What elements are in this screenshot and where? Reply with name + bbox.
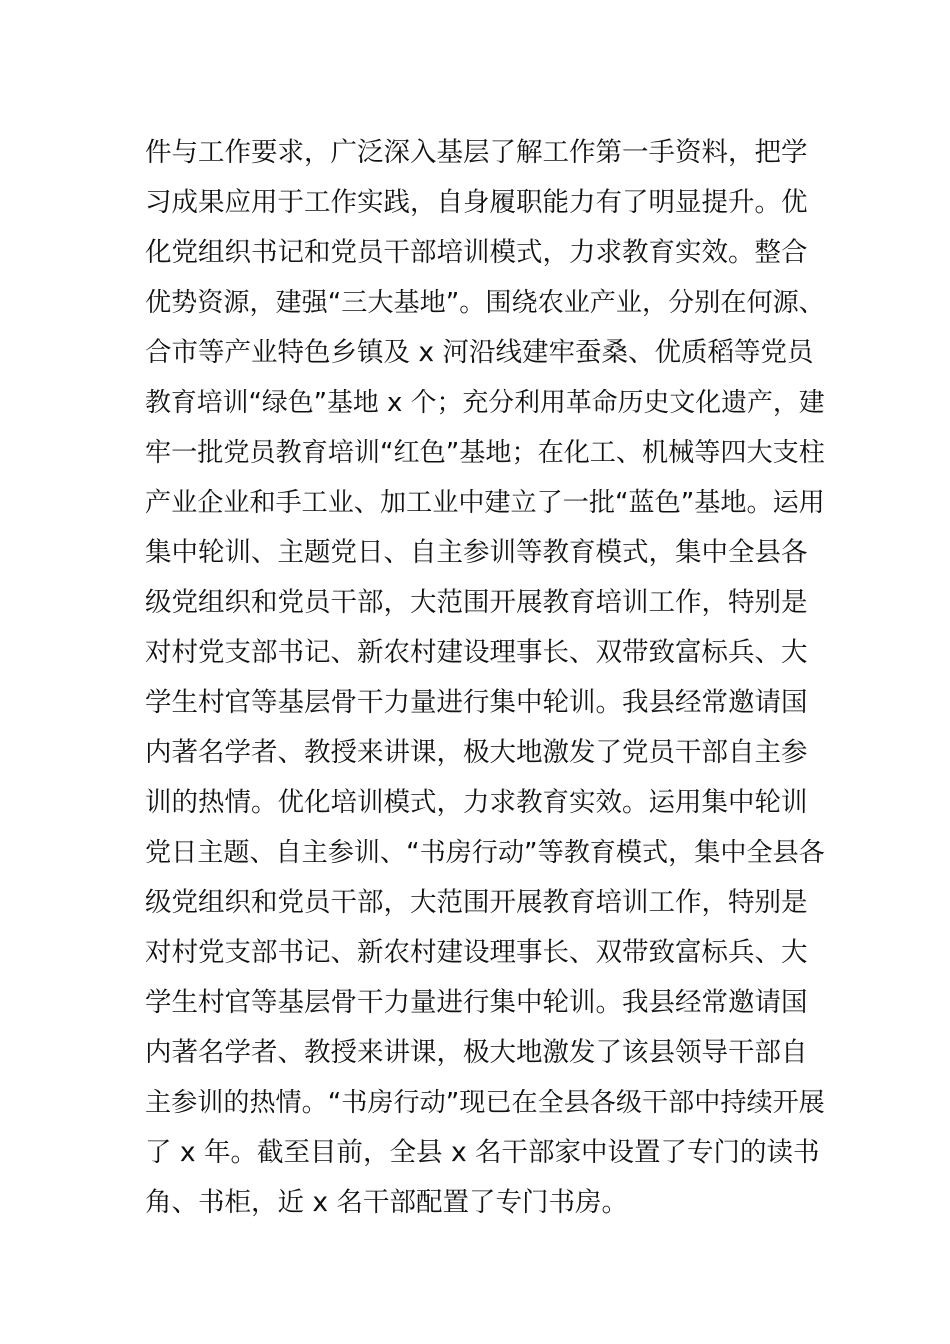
paragraph-line: 主参训的热情。“书房行动”现已在全县各级干部中持续开展 (145, 1088, 825, 1118)
paragraph-line: 教育培训“绿色”基地 x 个；充分利用革命历史文化遗产，建 (145, 388, 825, 418)
paragraph-line: 级党组织和党员干部，大范围开展教育培训工作，特别是 (145, 887, 808, 918)
paragraph-line: 习成果应用于工作实践，自身履职能力有了明显提升。优 (145, 187, 808, 218)
paragraph-line: 内著名学者、教授来讲课，极大地激发了该县领导干部自 (145, 1037, 808, 1068)
paragraph-line: 牢一批党员教育培训“红色”基地；在化工、机械等四大支柱 (145, 438, 825, 468)
body-paragraph (145, 128, 825, 1228)
paragraph-line: 对村党支部书记、新农村建设理事长、双带致富标兵、大 (145, 937, 808, 968)
paragraph-line: 学生村官等基层骨干力量进行集中轮训。我县经常邀请国 (145, 687, 808, 718)
paragraph-line: 角、书柜，近 x 名干部配置了专门书房。 (145, 1187, 629, 1218)
paragraph-line: 件与工作要求，广泛深入基层了解工作第一手资料，把学 (145, 137, 808, 168)
paragraph-line: 内著名学者、教授来讲课，极大地激发了党员干部自主参 (145, 737, 808, 768)
paragraph-line: 化党组织书记和党员干部培训模式，力求教育实效。整合 (145, 237, 808, 268)
paragraph-line: 了 x 年。截至目前，全县 x 名干部家中设置了专门的读书 (145, 1137, 820, 1168)
paragraph-line: 学生村官等基层骨干力量进行集中轮训。我县经常邀请国 (145, 987, 808, 1018)
paragraph-line: 训的热情。优化培训模式，力求教育实效。运用集中轮训 (145, 787, 808, 818)
paragraph-line: 级党组织和党员干部，大范围开展教育培训工作，特别是 (145, 587, 808, 618)
paragraph-line: 产业企业和手工业、加工业中建立了一批“蓝色”基地。运用 (145, 488, 825, 518)
paragraph-line: 集中轮训、主题党日、自主参训等教育模式，集中全县各 (145, 537, 808, 568)
paragraph-line: 党日主题、自主参训、“书房行动”等教育模式，集中全县各 (145, 838, 825, 868)
paragraph-line: 合市等产业特色乡镇及 x 河沿线建牢蚕桑、优质稻等党员 (145, 337, 814, 368)
paragraph-line: 优势资源，建强“三大基地”。围绕农业产业，分别在何源、 (145, 288, 825, 318)
paragraph-line: 对村党支部书记、新农村建设理事长、双带致富标兵、大 (145, 637, 808, 668)
